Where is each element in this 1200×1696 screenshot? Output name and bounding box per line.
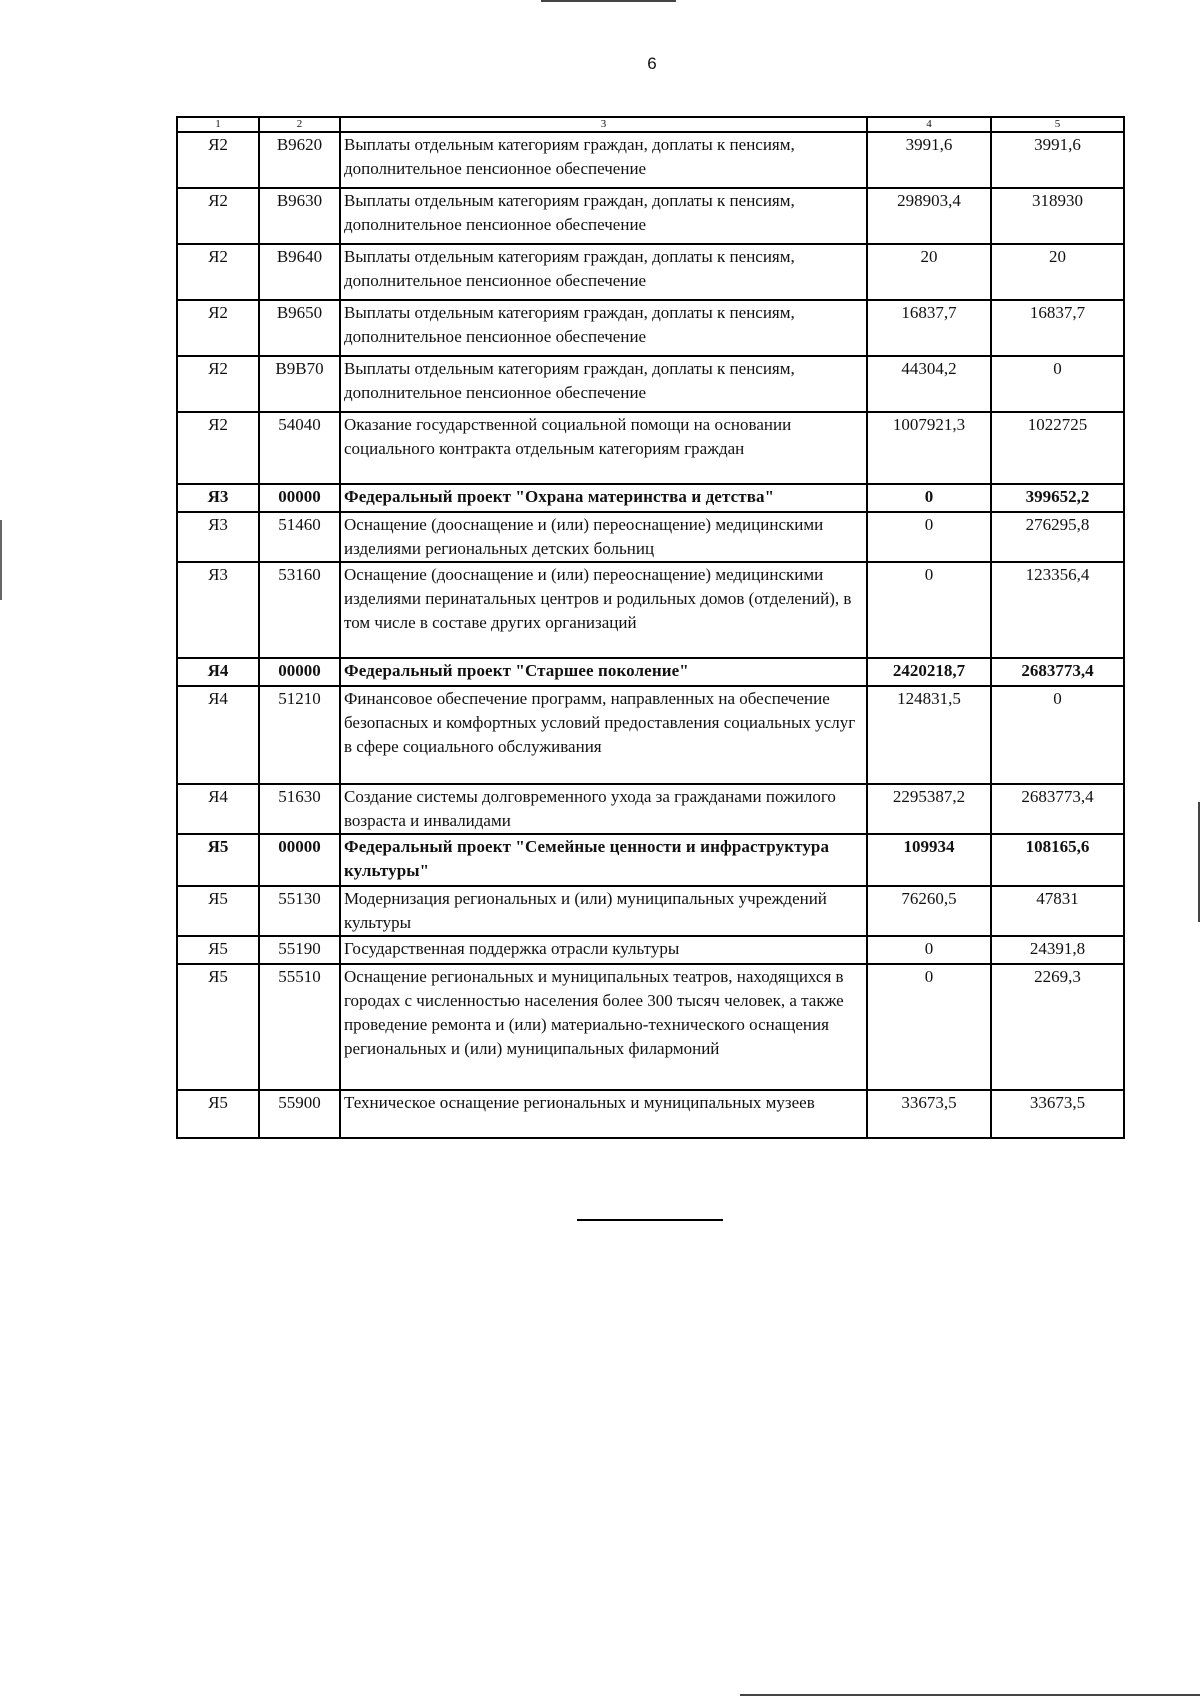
table-row (177, 562, 1124, 658)
cell-amount-col-4: 20 (867, 244, 991, 300)
cell-description: Выплаты отдельным категориям граждан, доплаты к пенсиям, дополнительное пенсионное обеспечение (340, 300, 867, 356)
cell-program-code: Я2 (177, 412, 259, 484)
cell-description: Федеральный проект "Старшее поколение" (340, 658, 867, 686)
cell-direction-code: 54040 (259, 412, 340, 484)
table-row (177, 1090, 1124, 1138)
table-row (177, 886, 1124, 936)
cell-description: Государственная поддержка отрасли культуры (340, 936, 867, 964)
cell-description: Федеральный проект "Семейные ценности и инфраструктура культуры" (340, 834, 867, 886)
cell-direction-code: 51460 (259, 512, 340, 562)
cell-program-code: Я2 (177, 188, 259, 244)
cell-direction-code: 53160 (259, 562, 340, 658)
cell-direction-code: 00000 (259, 834, 340, 886)
cell-program-code: Я2 (177, 300, 259, 356)
cell-direction-code: 55900 (259, 1090, 340, 1138)
cell-description: Выплаты отдельным категориям граждан, доплаты к пенсиям, дополнительное пенсионное обеспечение (340, 356, 867, 412)
table-row (177, 244, 1124, 300)
table-body (177, 117, 1124, 1138)
cell-program-code: Я2 (177, 244, 259, 300)
cell-program-code: Я4 (177, 658, 259, 686)
cell-amount-col-5: 47831 (991, 886, 1124, 936)
cell-direction-code: 51630 (259, 784, 340, 834)
table-row (177, 512, 1124, 562)
cell-direction-code: В9620 (259, 132, 340, 188)
cell-description: Оказание государственной социальной помощи на основании социального контракта отдельным категориям граждан (340, 412, 867, 484)
cell-program-code: Я4 (177, 784, 259, 834)
cell-direction-code: 00000 (259, 484, 340, 512)
cell-description: Оснащение региональных и муниципальных театров, находящихся в городах с численностью населения более 300 тысяч человек, а также проведение ремонта и (или) материально-технического оснащения региональных и (или) муниципальных филармоний (340, 964, 867, 1090)
cell-description: Оснащение (дооснащение и (или) переоснащение) медицинскими изделиями перинатальных центров и родильных домов (отделений), в том числе в составе других организаций (340, 562, 867, 658)
cell-program-code: Я5 (177, 834, 259, 886)
cell-program-code: Я2 (177, 132, 259, 188)
cell-amount-col-4: 0 (867, 512, 991, 562)
table-row (177, 132, 1124, 188)
cell-description: Техническое оснащение региональных и муниципальных музеев (340, 1090, 867, 1138)
cell-amount-col-4: 16837,7 (867, 300, 991, 356)
cell-program-code: Я2 (177, 356, 259, 412)
cell-amount-col-4: 0 (867, 562, 991, 658)
cell-description: Выплаты отдельным категориям граждан, доплаты к пенсиям, дополнительное пенсионное обеспечение (340, 132, 867, 188)
cell-amount-col-5: 0 (991, 686, 1124, 784)
header-cell-col-2: 2 (259, 117, 340, 132)
cell-amount-col-5: 399652,2 (991, 484, 1124, 512)
cell-amount-col-4: 298903,4 (867, 188, 991, 244)
cell-description: Финансовое обеспечение программ, направленных на обеспечение безопасных и комфортных условий предоставления социальных услуг в сфере социального обслуживания (340, 686, 867, 784)
cell-amount-col-5: 2269,3 (991, 964, 1124, 1090)
cell-amount-col-4: 124831,5 (867, 686, 991, 784)
cell-program-code: Я3 (177, 512, 259, 562)
table-header-row (177, 117, 1124, 132)
cell-amount-col-5: 1022725 (991, 412, 1124, 484)
cell-direction-code: 51210 (259, 686, 340, 784)
cell-program-code: Я3 (177, 484, 259, 512)
cell-amount-col-4: 2420218,7 (867, 658, 991, 686)
cell-amount-col-4: 3991,6 (867, 132, 991, 188)
cell-amount-col-4: 2295387,2 (867, 784, 991, 834)
cell-amount-col-5: 3991,6 (991, 132, 1124, 188)
top-rule (541, 0, 676, 2)
cell-description: Модернизация региональных и (или) муниципальных учреждений культуры (340, 886, 867, 936)
cell-amount-col-4: 0 (867, 484, 991, 512)
cell-amount-col-5: 24391,8 (991, 936, 1124, 964)
header-cell-col-4: 4 (867, 117, 991, 132)
table-row (177, 300, 1124, 356)
table-row (177, 936, 1124, 964)
table-row (177, 188, 1124, 244)
cell-description: Выплаты отдельным категориям граждан, доплаты к пенсиям, дополнительное пенсионное обеспечение (340, 188, 867, 244)
cell-description: Выплаты отдельным категориям граждан, доплаты к пенсиям, дополнительное пенсионное обеспечение (340, 244, 867, 300)
cell-program-code: Я5 (177, 964, 259, 1090)
cell-amount-col-4: 0 (867, 964, 991, 1090)
cell-amount-col-5: 0 (991, 356, 1124, 412)
cell-amount-col-4: 76260,5 (867, 886, 991, 936)
cell-description: Федеральный проект "Охрана материнства и детства" (340, 484, 867, 512)
cell-direction-code: 55510 (259, 964, 340, 1090)
cell-description: Создание системы долговременного ухода за гражданами пожилого возраста и инвалидами (340, 784, 867, 834)
cell-amount-col-4: 1007921,3 (867, 412, 991, 484)
cell-amount-col-5: 318930 (991, 188, 1124, 244)
cell-direction-code: В9630 (259, 188, 340, 244)
cell-direction-code: 55130 (259, 886, 340, 936)
table-row-project-total (177, 834, 1124, 886)
cell-amount-col-5: 123356,4 (991, 562, 1124, 658)
table-row (177, 686, 1124, 784)
cell-amount-col-5: 2683773,4 (991, 784, 1124, 834)
table-row (177, 356, 1124, 412)
table-row (177, 412, 1124, 484)
cell-amount-col-5: 276295,8 (991, 512, 1124, 562)
table-row (177, 964, 1124, 1090)
bottom-rule (577, 1219, 723, 1221)
budget-table (176, 116, 1125, 1139)
cell-amount-col-5: 16837,7 (991, 300, 1124, 356)
cell-direction-code: 55190 (259, 936, 340, 964)
cell-direction-code: В9650 (259, 300, 340, 356)
cell-amount-col-5: 33673,5 (991, 1090, 1124, 1138)
cell-amount-col-5: 20 (991, 244, 1124, 300)
cell-amount-col-4: 0 (867, 936, 991, 964)
cell-amount-col-5: 108165,6 (991, 834, 1124, 886)
table-row-project-total (177, 658, 1124, 686)
cell-program-code: Я4 (177, 686, 259, 784)
cell-program-code: Я5 (177, 886, 259, 936)
cell-program-code: Я5 (177, 936, 259, 964)
header-cell-col-3: 3 (340, 117, 867, 132)
header-cell-col-5: 5 (991, 117, 1124, 132)
cell-direction-code: В9В70 (259, 356, 340, 412)
cell-direction-code: В9640 (259, 244, 340, 300)
scan-edge-mark (0, 520, 2, 600)
cell-direction-code: 00000 (259, 658, 340, 686)
cell-amount-col-4: 33673,5 (867, 1090, 991, 1138)
cell-program-code: Я5 (177, 1090, 259, 1138)
table-row (177, 784, 1124, 834)
header-cell-col-1: 1 (177, 117, 259, 132)
cell-description: Оснащение (дооснащение и (или) переоснащение) медицинскими изделиями региональных детских больниц (340, 512, 867, 562)
cell-amount-col-4: 109934 (867, 834, 991, 886)
cell-amount-col-5: 2683773,4 (991, 658, 1124, 686)
table-row-project-total (177, 484, 1124, 512)
cell-amount-col-4: 44304,2 (867, 356, 991, 412)
cell-program-code: Я3 (177, 562, 259, 658)
page-number: 6 (647, 54, 657, 73)
